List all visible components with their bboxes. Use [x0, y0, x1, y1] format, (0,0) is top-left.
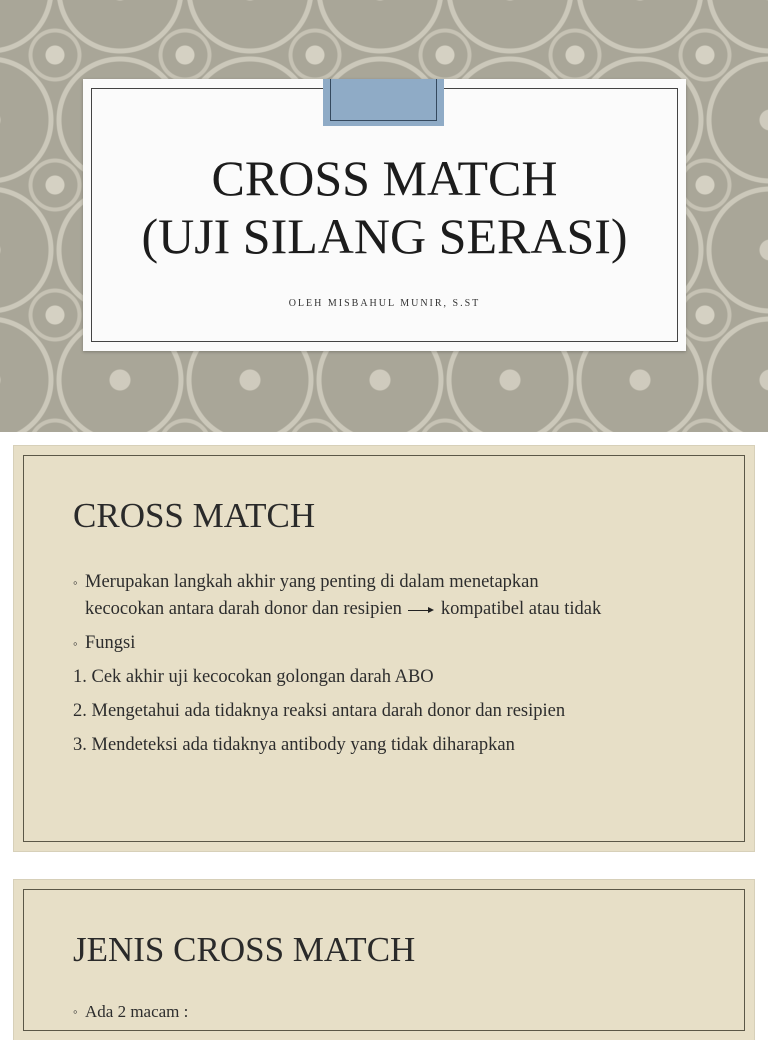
- right-arrow-icon: [408, 605, 434, 615]
- bullet-text: Merupakan langkah akhir yang penting di dalam menetapkan: [85, 572, 539, 592]
- slide-heading: JENIS CROSS MATCH: [73, 930, 416, 969]
- slide-heading: CROSS MATCH: [73, 496, 316, 535]
- bullet-marker: ◦: [73, 636, 78, 651]
- bullet-text: Fungsi: [85, 633, 136, 653]
- bullet-item: [73, 630, 724, 657]
- presentation-author: OLEH MISBAHUL MUNIR, S.ST: [288, 298, 481, 309]
- numbered-item: 2. Mengetahui ada tidaknya reaksi antara darah donor dan resipien: [73, 701, 566, 721]
- bullet-text-continued: kecocokan antara darah donor dan resipien: [85, 599, 402, 619]
- title-line-1: CROSS MATCH: [211, 150, 558, 206]
- title-card: [83, 79, 686, 351]
- title-accent-tab: [323, 79, 444, 126]
- numbered-item: 3. Mendeteksi ada tidaknya antibody yang tidak diharapkan: [73, 735, 515, 755]
- bullet-item: [73, 569, 724, 623]
- numbered-item: 1. Cek akhir uji kecocokan golongan darah ABO: [73, 667, 434, 687]
- title-slide: [0, 0, 768, 432]
- bullet-marker: ◦: [73, 1004, 78, 1019]
- title-accent-tab-frame: [330, 79, 437, 121]
- slide-content: [73, 569, 724, 766]
- title-line-2: (UJI SILANG SERASI): [141, 208, 628, 264]
- bullet-text-result: kompatibel atau tidak: [440, 599, 602, 619]
- presentation-title: [83, 149, 686, 265]
- bullet-text: Ada 2 macam :: [85, 1002, 189, 1021]
- bullet-item: [73, 998, 724, 1025]
- jenis-cross-match-slide: [14, 880, 754, 1040]
- cross-match-slide: [14, 446, 754, 851]
- slide-content: [73, 998, 724, 1032]
- bullet-marker: ◦: [73, 575, 78, 590]
